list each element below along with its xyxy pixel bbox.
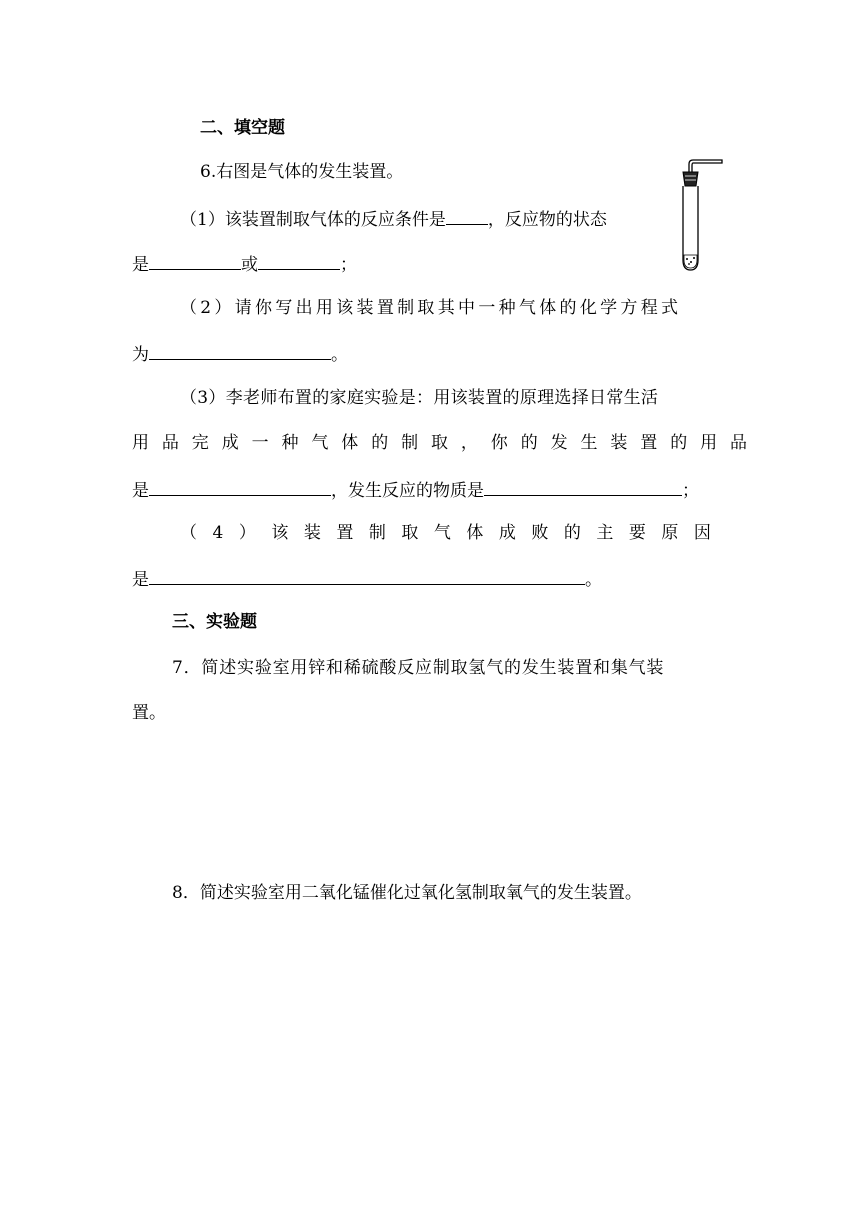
q6-part3-text-c: 是 bbox=[132, 481, 149, 501]
answer-blank-items[interactable] bbox=[149, 477, 331, 496]
answer-blank-equation[interactable] bbox=[149, 341, 331, 360]
q6-part3-text-d: ，发生反应的物质是 bbox=[331, 481, 484, 501]
q6-part4-line2 bbox=[132, 566, 602, 592]
answer-blank-substances[interactable] bbox=[484, 477, 682, 496]
q6-part3-line1: （3）李老师布置的家庭实验是：用该装置的原理选择日常生活 bbox=[180, 388, 659, 408]
q6-part4-text-c: 。 bbox=[585, 570, 602, 590]
q6-part4-line1: （4）该装置制取气体成败的主要原因 bbox=[180, 523, 727, 543]
q6-part1-text-a: （1）该装置制取气体的反应条件是 bbox=[180, 210, 446, 230]
q6-part2-line1 bbox=[180, 296, 728, 320]
q6-part1-line2 bbox=[132, 251, 357, 277]
q6-part2-text-a: （2）请你写出用该装置制取其中一种气体的化学方程式 bbox=[180, 298, 682, 318]
q6-part1-text-d: 或 bbox=[241, 255, 258, 275]
q6-part3-line3 bbox=[132, 477, 699, 503]
q6-part1-line1 bbox=[180, 206, 607, 232]
q6-part1-text-e: ； bbox=[340, 255, 357, 275]
question-8: 8．简述实验室用二氧化锰催化过氧化氢制取氧气的发生装置。 bbox=[172, 883, 642, 903]
answer-blank-state-1[interactable] bbox=[149, 251, 241, 270]
answer-blank-state-2[interactable] bbox=[258, 251, 340, 270]
test-tube-apparatus-icon bbox=[676, 158, 726, 274]
section-heading-experiment: 三、实验题 bbox=[172, 612, 257, 632]
q6-part4-text-b: 是 bbox=[132, 570, 149, 590]
q6-part3-text-e: ； bbox=[682, 481, 699, 501]
answer-blank-reason[interactable] bbox=[149, 566, 585, 585]
question-6-intro: 6.右图是气体的发生装置。 bbox=[200, 162, 404, 182]
q6-part2-text-c: 。 bbox=[331, 345, 348, 365]
q6-part3-line2: 用品完成一种气体的制取，你的发生装置的用品 bbox=[132, 433, 760, 453]
q6-part2-text-b: 为 bbox=[132, 345, 149, 365]
q6-part1-text-c: 是 bbox=[132, 255, 149, 275]
answer-blank-condition[interactable] bbox=[446, 206, 488, 225]
question-7-line2: 置。 bbox=[132, 703, 166, 723]
q6-part1-text-b: ，反应物的状态 bbox=[487, 210, 607, 230]
section-heading-fill-in: 二、填空题 bbox=[200, 118, 285, 138]
q6-part2-line2 bbox=[132, 341, 348, 367]
question-7-line1: 7．简述实验室用锌和稀硫酸反应制取氢气的发生装置和集气装 bbox=[172, 658, 665, 678]
